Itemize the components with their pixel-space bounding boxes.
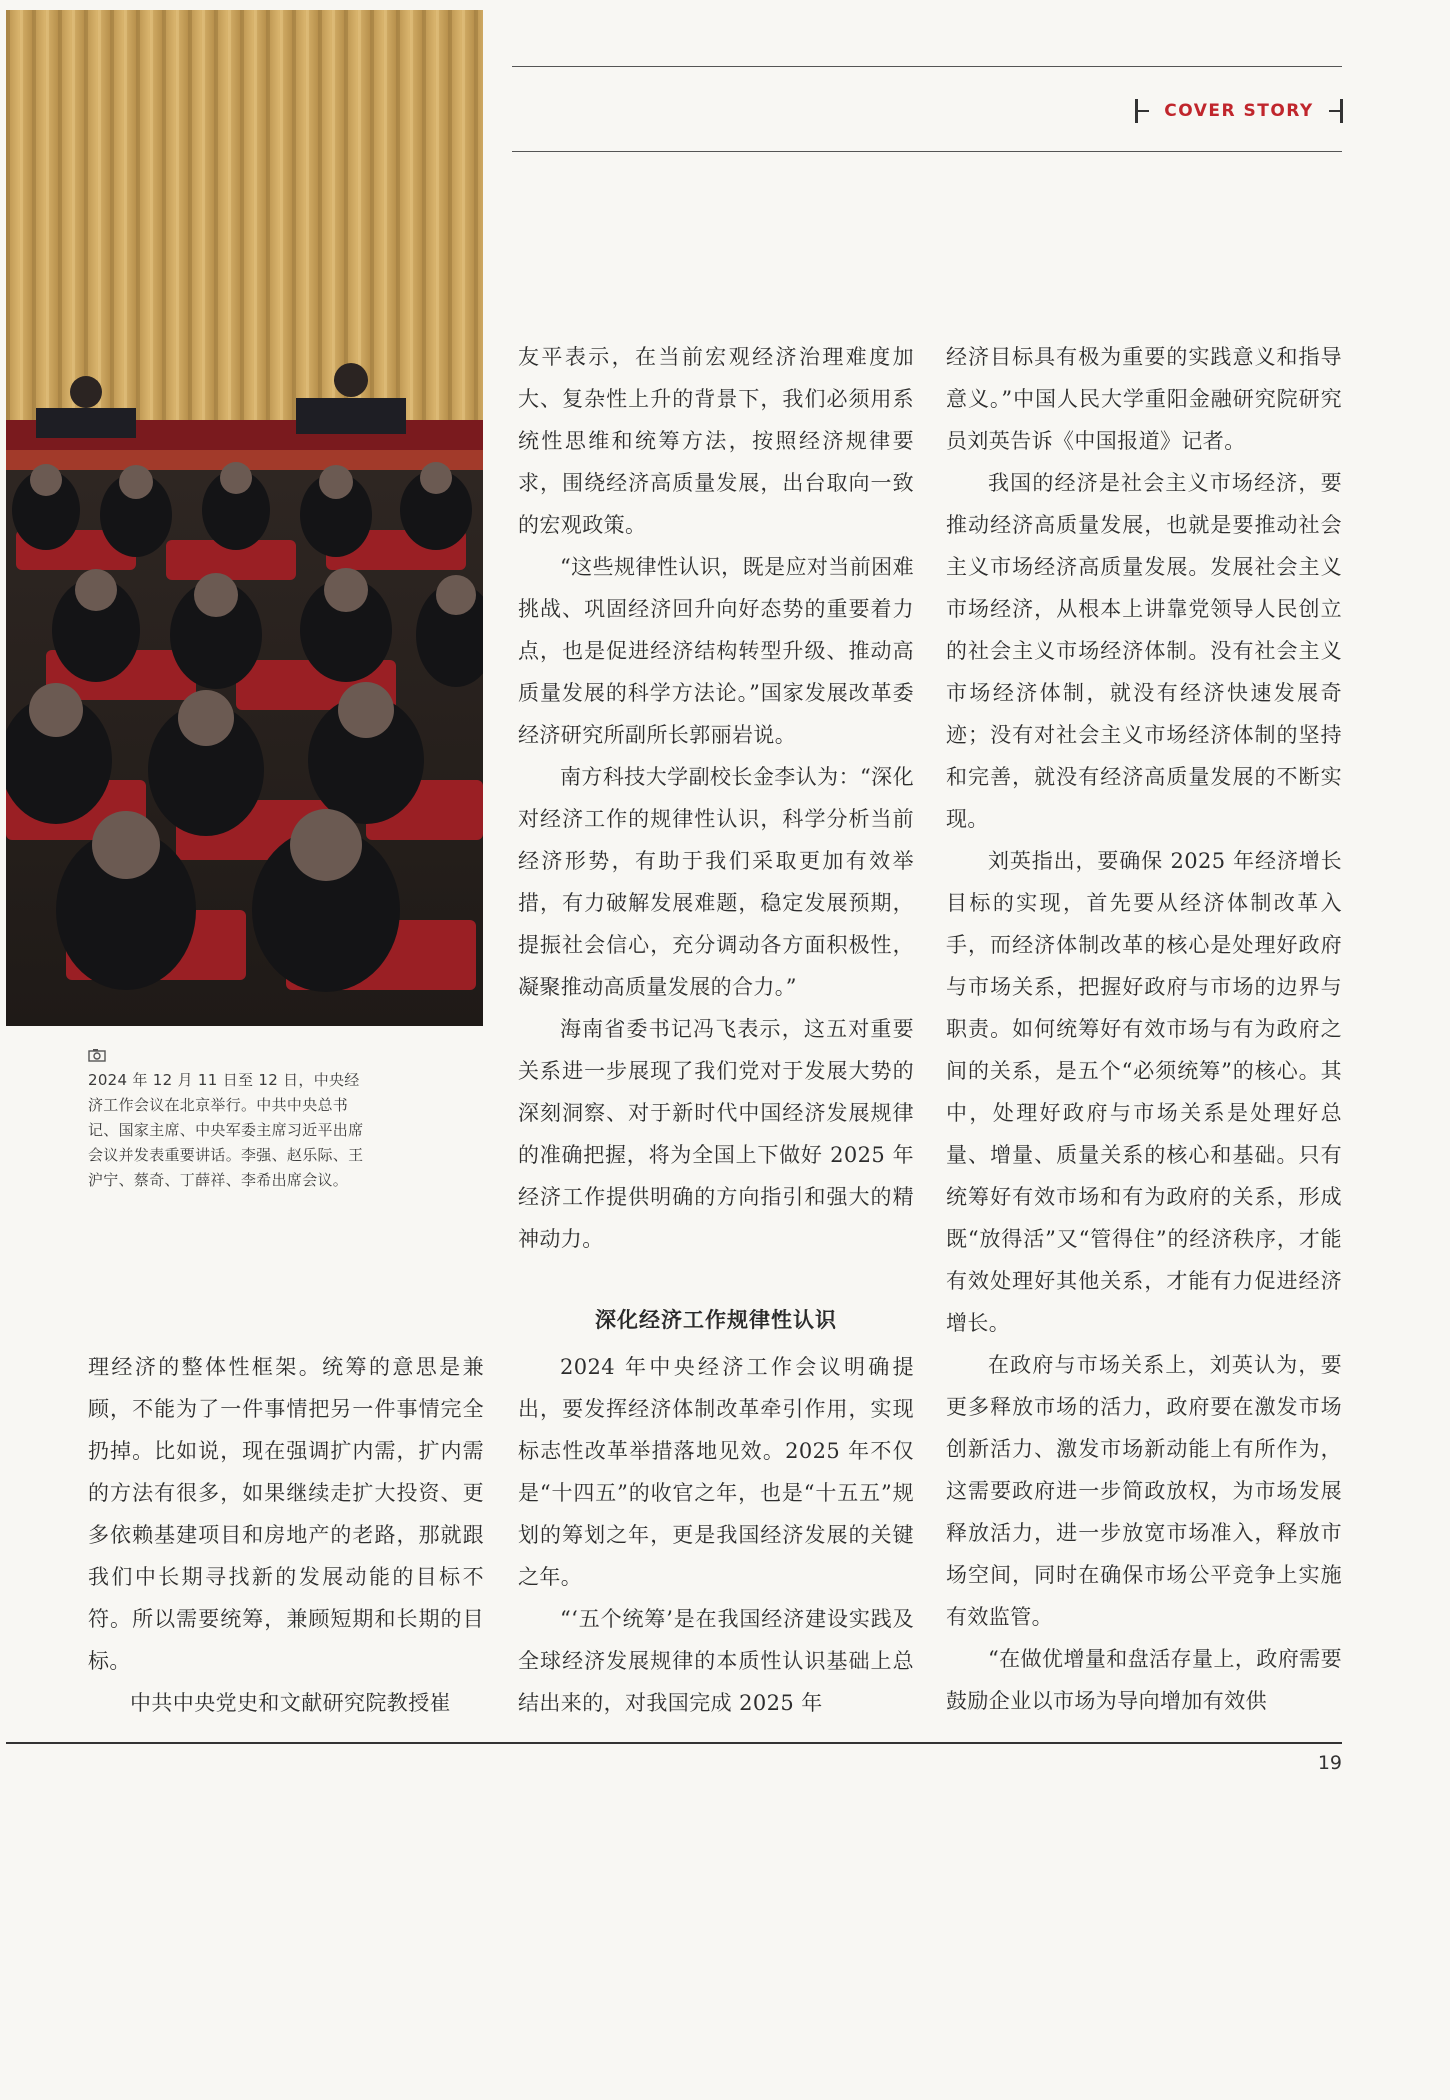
paragraph: “在做优增量和盘活存量上，政府需要鼓励企业以市场为导向增加有效供 bbox=[946, 1647, 1342, 1713]
section-subheading: 深化经济工作规律性认识 bbox=[595, 1308, 837, 1332]
paragraph: “这些规律性认识，既是应对当前困难挑战、巩固经济回升向好态势的重要着力点，也是促进经济结构转型升级、推动高质量发展的科学方法论。”国家发展改革委经济研究所副所长郭丽岩说。 bbox=[518, 555, 914, 747]
section-label: COVER STORY bbox=[1164, 101, 1314, 121]
camera-icon bbox=[88, 1048, 106, 1062]
paragraph: 中共中央党史和文献研究院教授崔 bbox=[130, 1691, 451, 1715]
paragraph: 理经济的整体性框架。统筹的意思是兼顾，不能为了一件事情把另一件事情完全扔掉。比如说，现在强调扩内需，扩内需的方法有很多，如果继续走扩大投资、更多依赖基建项目和房地产的老路，那就跟我们中长期寻找新的发展动能的目标不符。所以需要统筹，兼顾短期和长期的目标。 bbox=[88, 1355, 484, 1673]
paragraph: 南方科技大学副校长金李认为：“深化对经济工作的规律性认识，科学分析当前经济形势，有助于我们采取更加有效举措，有力破解发展难题，稳定发展预期，提振社会信心，充分调动各方面积极性，凝聚推动高质量发展的合力。” bbox=[518, 765, 914, 999]
paragraph: 我国的经济是社会主义市场经济，要推动经济高质量发展，也就是要推动社会主义市场经济高质量发展。发展社会主义市场经济，从根本上讲靠党领导人民创立的社会主义市场经济体制。没有社会主义市场经济体制，就没有经济快速发展奇迹；没有对社会主义市场经济体制的坚持和完善，就没有经济高质量发展的不断实现。 bbox=[946, 471, 1342, 831]
header-rule-bottom bbox=[512, 151, 1342, 152]
paragraph: 2024 年中央经济工作会议明确提出，要发挥经济体制改革牵引作用，实现标志性改革举措落地见效。2025 年不仅是“十四五”的收官之年，也是“十五五”规划的筹划之年，更是我国经济发展的关键之年。 bbox=[518, 1355, 914, 1589]
paragraph: “‘五个统筹’是在我国经济建设实践及全球经济发展规律的本质性认识基础上总结出来的，对我国完成 2025 年 bbox=[518, 1607, 914, 1715]
caption-text: 2024 年 12 月 11 日至 12 日，中央经济工作会议在北京举行。中共中央总书记、国家主席、中央军委主席习近平出席会议并发表重要讲话。李强、赵乐际、王沪宁、蔡奇、丁薛祥、李希出席会议。 bbox=[88, 1071, 364, 1189]
page-number: 19 bbox=[1317, 1752, 1342, 1774]
bracket-right-icon bbox=[1328, 97, 1344, 125]
paragraph: 在政府与市场关系上，刘英认为，要更多释放市场的活力，政府要在激发市场创新活力、激发市场新动能上有所作为，这需要政府进一步简政放权，为市场发展释放活力，进一步放宽市场准入，释放市场空间，同时在确保市场公平竞争上实施有效监管。 bbox=[946, 1353, 1342, 1629]
footer-rule bbox=[6, 1742, 1342, 1744]
paragraph: 海南省委书记冯飞表示，这五对重要关系进一步展现了我们党对于发展大势的深刻洞察、对于新时代中国经济发展规律的准确把握，将为全国上下做好 2025 年经济工作提供明确的方向指引和强大的精神动力。 bbox=[518, 1017, 914, 1251]
header-rule-top bbox=[512, 66, 1342, 67]
article-column-middle-top bbox=[518, 336, 914, 1260]
photo-caption bbox=[88, 1048, 368, 1193]
section-header bbox=[1134, 96, 1344, 126]
paragraph: 经济目标具有极为重要的实践意义和指导意义。”中国人民大学重阳金融研究院研究员刘英告诉《中国报道》记者。 bbox=[946, 345, 1342, 453]
paragraph: 友平表示，在当前宏观经济治理难度加大、复杂性上升的背景下，我们必须用系统性思维和统筹方法，按照经济规律要求，围绕经济高质量发展，出台取向一致的宏观政策。 bbox=[518, 345, 914, 537]
article-column-left bbox=[88, 1346, 484, 1724]
paragraph: 刘英指出，要确保 2025 年经济增长目标的实现，首先要从经济体制改革入手，而经济体制改革的核心是处理好政府与市场关系，把握好政府与市场的边界与职责。如何统筹好有效市场与有为政府之间的关系，是五个“必须统筹”的核心。其中，处理好政府与市场关系是处理好总量、增量、质量关系的核心和基础。只有统筹好有效市场和有为政府的关系，形成既“放得活”又“管得住”的经济秩序，才能有效处理好其他关系，才能有力促进经济增长。 bbox=[946, 849, 1342, 1335]
meeting-photo bbox=[6, 10, 483, 1026]
article-column-right bbox=[946, 336, 1342, 1722]
bracket-left-icon bbox=[1134, 97, 1150, 125]
article-column-middle-bottom bbox=[518, 1346, 914, 1724]
